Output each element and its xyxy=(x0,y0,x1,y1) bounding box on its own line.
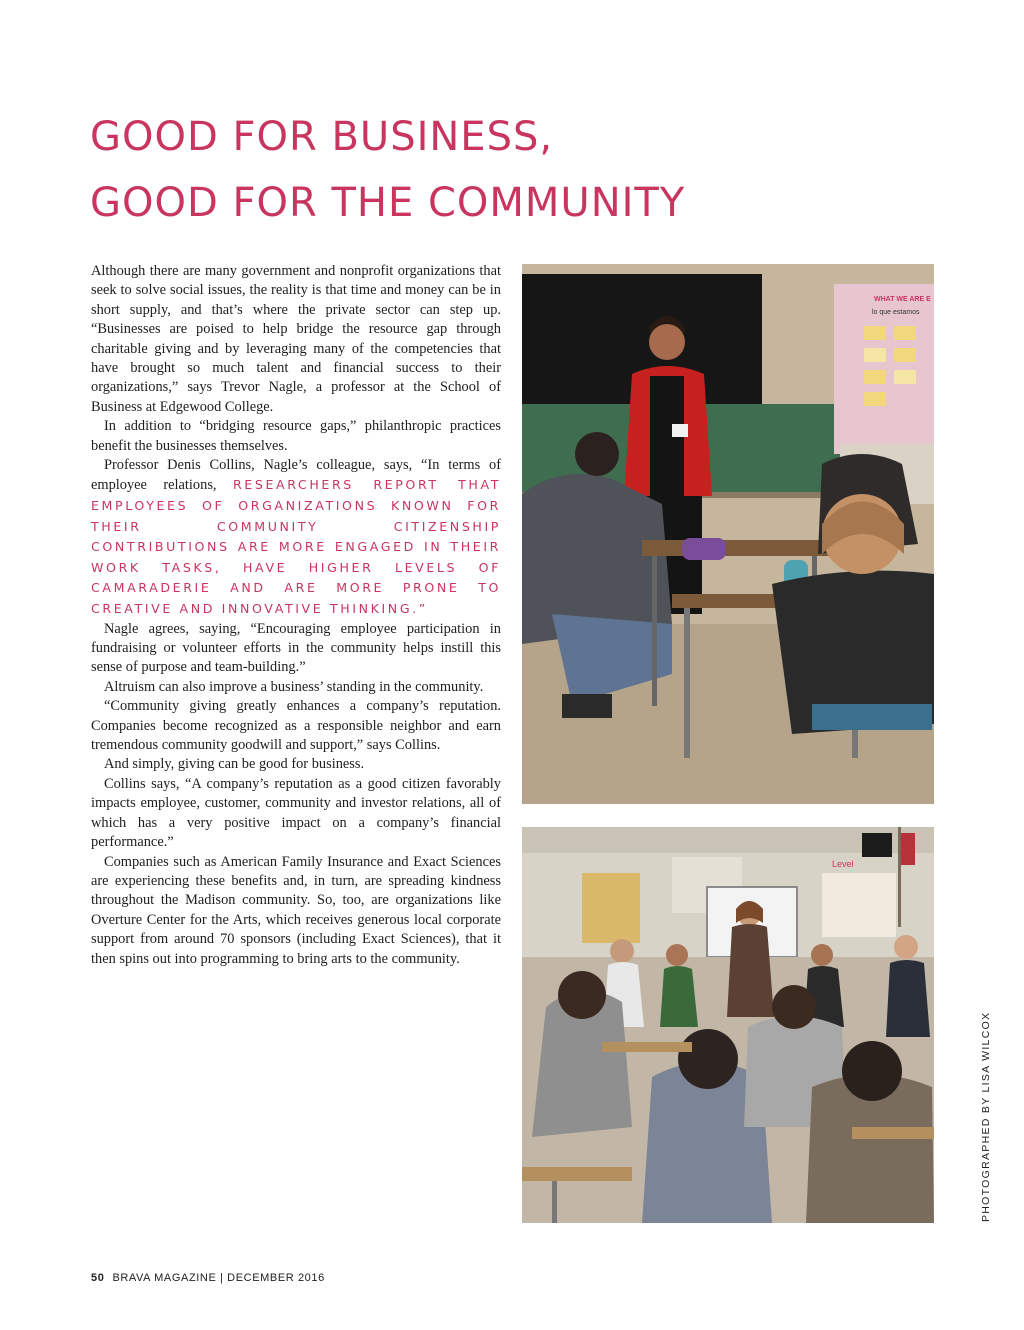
classroom-photo-group-illustration xyxy=(522,827,934,1223)
name-badge xyxy=(672,424,688,437)
article-paragraph: Companies such as American Family Insurance and Exact Sciences are experiencing these benefits and, in turn, are spreading kindness throughout the Madison community. So, too, are organizations like Overture Center for the Arts, which receives generous local corporate support from around 70 sponsors (including Exact Sciences), that it then spins out into programming to bring arts to the community. xyxy=(91,853,501,967)
desk xyxy=(602,1042,692,1052)
pull-quote: RESEARCHERS REPORT THAT EMPLOYEES OF ORGANIZATIONS KNOWN FOR THEIR COMMUNITY CITIZENSHIP CONTRIBUTIONS ARE MORE ENGAGED IN THEIR WORK TASKS, HAVE HIGHER LEVELS OF CAMARADERIE AND ARE MORE PRONE TO CREATIVE AND INNOVATIVE THINKING.” xyxy=(91,477,501,617)
board-text: Level xyxy=(832,859,854,869)
headline xyxy=(90,104,685,236)
headline-line-2: GOOD FOR THE COMMUNITY xyxy=(90,180,686,226)
pencil-case xyxy=(682,538,726,560)
article-paragraph: In addition to “bridging resource gaps,” philanthropic practices benefit the businesses themselves. xyxy=(91,418,501,454)
teacher-jacket xyxy=(727,924,774,1017)
bulletin-note xyxy=(894,348,916,362)
publication-info: BRAVA MAGAZINE | DECEMBER 2016 xyxy=(112,1272,325,1284)
adult-right-suit xyxy=(886,960,930,1037)
desk-leg xyxy=(652,556,657,706)
adult-left-head xyxy=(610,939,634,963)
bulletin-note xyxy=(864,326,886,340)
classroom-photo-presenter-illustration xyxy=(522,264,934,804)
bulletin-note xyxy=(864,348,886,362)
article-paragraph: “Community giving greatly enhances a company’s reputation. Companies become recognized as a responsible neighbor and earn tremendous community goodwill and support,” says Collins. xyxy=(91,698,501,754)
article-paragraph: Altruism can also improve a business’ standing in the community. xyxy=(104,678,484,695)
classroom-photo-presenter xyxy=(522,264,934,804)
student-hoodie-hair xyxy=(772,985,816,1029)
page-footer xyxy=(91,1272,325,1284)
student-green-shirt xyxy=(660,966,698,1027)
flag xyxy=(901,833,915,865)
article-paragraph: Although there are many government and nonprofit organizations that seek to solve social issues, the reality is that time and money can be in short supply, and that’s where the private sector can step up. “Businesses are poised to help bridge the resource gap through charitable giving and by leveraging many of the competencies that have brought so much talent and financial success to their organizations,” says Trevor Nagle, a professor at the School of Business at Edgewood College. xyxy=(91,263,501,415)
student-right-head xyxy=(811,944,833,966)
desk-leg xyxy=(684,608,690,758)
wall-chart xyxy=(822,873,896,937)
chair-seat xyxy=(812,704,932,730)
desk-top xyxy=(642,540,832,556)
desk xyxy=(522,1167,632,1181)
bulletin-note xyxy=(894,326,916,340)
photo-credit: PHOTOGRAPHED BY LISA WILCOX xyxy=(980,1011,992,1222)
student-green-head xyxy=(666,944,688,966)
student-front-right-hair xyxy=(842,1041,902,1101)
student-left-head xyxy=(575,432,619,476)
bulletin-note xyxy=(864,392,886,406)
flag-pole xyxy=(898,827,901,927)
desk xyxy=(852,1127,934,1139)
desk-leg xyxy=(552,1181,557,1223)
bulletin-board-text: WHAT WE ARE E xyxy=(874,296,931,303)
page-number: 50 xyxy=(91,1272,105,1284)
headline-line-1: GOOD FOR BUSINESS, xyxy=(90,114,554,160)
article-paragraph xyxy=(91,456,501,620)
student-front-left-hair xyxy=(558,971,606,1019)
student-left-shoes xyxy=(562,694,612,718)
article-paragraph: Nagle agrees, saying, “Encouraging employee participation in fundraising or volunteer efforts in the community helps instill this sense of purpose and team-building.” xyxy=(91,620,501,676)
student-front-center-hair xyxy=(678,1029,738,1089)
classroom-photo-group xyxy=(522,827,934,1223)
presenter-head xyxy=(649,324,685,360)
bulletin-board xyxy=(582,873,640,943)
article-body xyxy=(91,262,501,969)
article-paragraph-intro: Professor Denis Collins, Nagle’s colleague, says, “In terms of employee relations, xyxy=(91,457,501,494)
adult-right-head xyxy=(894,935,918,959)
bulletin-board-text-spanish: lo que estamos xyxy=(872,309,920,316)
speaker xyxy=(862,833,892,857)
article-paragraph: And simply, giving can be good for business. xyxy=(104,756,365,773)
bulletin-note xyxy=(894,370,916,384)
bulletin-note xyxy=(864,370,886,384)
article-paragraph: Collins says, “A company’s reputation as a good citizen favorably impacts employee, customer, community and investor relations, all of which has a very positive impact on a company’s financial performance.” xyxy=(91,775,501,851)
